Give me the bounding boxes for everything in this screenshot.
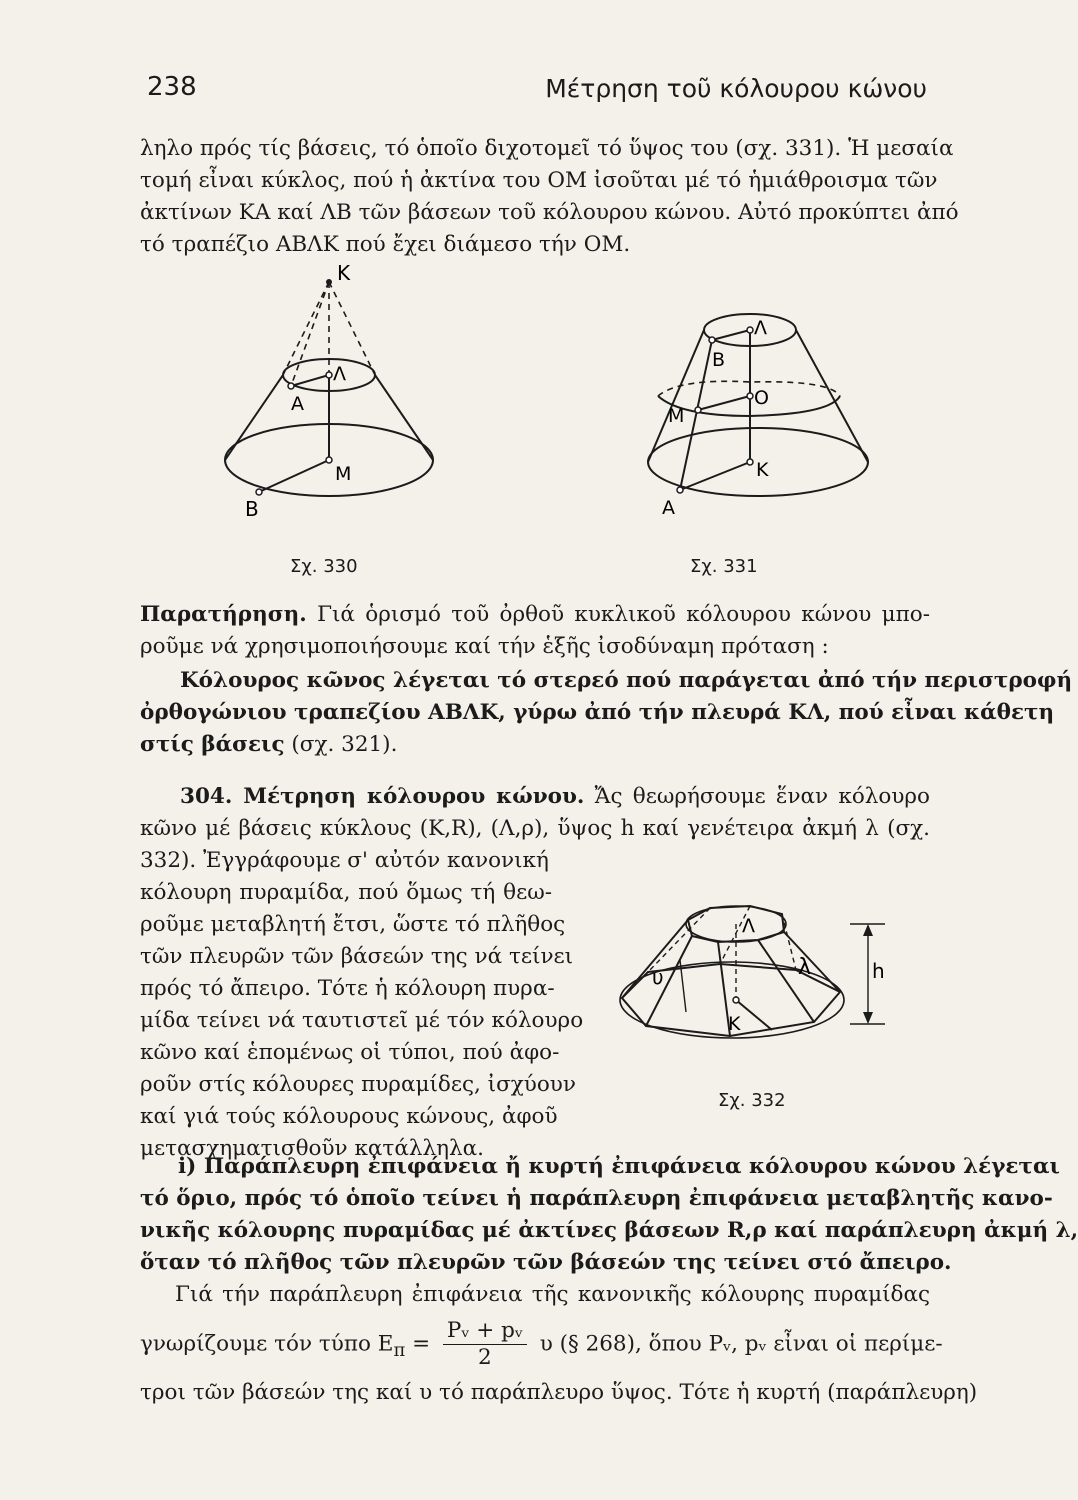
radius-kb	[259, 460, 329, 492]
label-h: h	[872, 959, 885, 983]
section-text-1: Ἄς θεωρήσουμε ἕναν κόλουρο	[584, 784, 930, 809]
remark-title: Παρατήρηση.	[140, 602, 307, 627]
remark-text-1: Γιά ὁρισμό τοῦ ὀρθοῦ κυκλικοῦ κόλουρου κώνου μπο-	[306, 602, 930, 627]
label-b: B	[712, 349, 726, 371]
remark-line-1	[140, 600, 930, 630]
segment-ab	[680, 340, 712, 490]
section-narrow-line-3: τῶν πλευρῶν τῶν βάσεών της νά τείνει	[140, 944, 574, 969]
section-narrow-line-6: κῶνο καί ἑπομένως οἱ τύποι, πού ἀφο-	[140, 1040, 560, 1065]
label-k: K	[337, 261, 351, 285]
definition-line-1: Κόλουρος κῶνος λέγεται τό στερεό πού παράγεται ἀπό τήν περιστροφή	[180, 668, 1073, 693]
label-k: K	[728, 1013, 741, 1035]
para1-line-2: τομή εἶναι κύκλος, πού ἡ ἀκτίνα του ΟΜ ἰσοῦται μέ τό ἡμιάθροισμα τῶν	[140, 168, 938, 193]
section-narrow-line-1: κόλουρη πυραμίδα, πού ὅμως τή θεω-	[140, 880, 552, 905]
caption-fig-330: Σχ. 330	[290, 556, 358, 577]
label-lambda: Λ	[333, 363, 346, 385]
apex-a-dashed	[291, 282, 329, 386]
section-line-3: 332). Ἐγγράφουμε σ' αὐτόν κανονική	[140, 848, 549, 873]
formula-eq: =	[405, 1331, 437, 1357]
segment-om	[698, 396, 750, 410]
definition-text-3: στίς βάσεις	[140, 732, 285, 757]
definition-ref: (σχ. 321).	[284, 732, 398, 757]
label-o: O	[754, 387, 769, 409]
section-line-2: κῶνο μέ βάσεις κύκλους (Κ,R), (Λ,ρ), ὕψος h καί γενέτειρα ἀκμή λ (σχ.	[140, 816, 930, 841]
right-generatrix	[375, 375, 433, 460]
label-lambda: Λ	[754, 317, 767, 339]
label-a: A	[291, 393, 304, 415]
label-m: M	[335, 463, 352, 485]
fraction-denominator: 2	[478, 1345, 492, 1370]
section-line-1	[180, 782, 930, 812]
remark-line-2: ροῦμε νά χρησιμοποιήσουμε καί τήν ἑξῆς ἰσοδύναμη πρόταση :	[140, 634, 829, 659]
running-title: Μέτρηση τοῦ κόλουρου κώνου	[545, 74, 927, 103]
label-lambda: Λ	[742, 915, 755, 937]
para1-line-1: ληλο πρός τίς βάσεις, τό ὁποῖο διχοτομεῖ τό ὕψος του (σχ. 331). Ἡ μεσαία	[140, 136, 954, 161]
page-number: 238	[147, 72, 197, 102]
section-narrow-line-4: πρός τό ἄπειρο. Τότε ἡ κόλουρη πυρα-	[140, 976, 555, 1001]
para1-line-3: ἀκτίνων ΚΑ καί ΛΒ τῶν βάσεων τοῦ κόλουρου κώνου. Αὐτό προκύπτει ἀπό	[140, 200, 959, 225]
caption-fig-331: Σχ. 331	[690, 556, 758, 577]
item-i-line-2: τό ὅριο, πρός τό ὁποῖο τείνει ἡ παράπλευρη ἐπιφάνεια μεταβλητῆς κανο-	[140, 1186, 1053, 1211]
left-generatrix	[225, 375, 283, 460]
final-formula-line	[140, 1318, 943, 1377]
para1-line-4: τό τραπέζιο ΑΒΛΚ πού ἔχει διάμεσο τήν ΟΜ.	[140, 232, 631, 257]
radius-la	[291, 375, 329, 386]
definition-line-2: ὀρθογώνιου τραπεζίου ΑΒΛΚ, γύρω ἀπό τήν πλευρά ΚΛ, πού εἶναι κάθετη	[140, 700, 1055, 725]
section-narrow-line-8: καί γιά τούς κόλουρους κώνους, ἀφοῦ	[140, 1104, 558, 1129]
formula-pre: γνωρίζουμε τόν τύπο Ε	[140, 1331, 394, 1357]
formula-fraction	[443, 1318, 527, 1371]
left-generatrix	[648, 330, 704, 462]
figure-331	[640, 300, 885, 525]
label-b: B	[245, 497, 259, 521]
section-narrow-line-9: μετασχηματισθοῦν κατάλληλα.	[140, 1136, 484, 1161]
segment-ka	[680, 462, 750, 490]
definition-line-3	[140, 730, 930, 760]
label-m: M	[668, 405, 685, 427]
label-k: K	[756, 459, 769, 481]
label-lambda-edge: λ	[798, 955, 812, 980]
segment-lb	[712, 330, 750, 340]
section-narrow-line-2: ροῦμε μεταβλητή ἔτσι, ὥστε τό πλῆθος	[140, 912, 566, 937]
label-a: A	[662, 497, 675, 519]
formula-sub: π	[393, 1339, 406, 1361]
item-i-line-1: i) Παράπλευρη ἐπιφάνεια ἤ κυρτή ἐπιφάνεια κόλουρου κώνου λέγεται	[178, 1154, 1060, 1179]
formula-post: υ (§ 268), ὅπου Pᵥ, pᵥ εἶναι οἱ περίμε-	[532, 1331, 943, 1357]
section-narrow-line-5: μίδα τείνει νά ταυτιστεῖ μέ τόν κόλουρο	[140, 1008, 584, 1033]
section-title: 304. Μέτρηση κόλουρου κώνου.	[180, 784, 585, 809]
item-i-line-4: ὅταν τό πλῆθος τῶν πλευρῶν τῶν βάσεών της τείνει στό ἄπειρο.	[140, 1250, 952, 1275]
final-line-3: τροι τῶν βάσεών της καί υ τό παράπλευρο ὕψος. Τότε ἡ κυρτή (παράπλευρη)	[140, 1380, 978, 1405]
right-generatrix	[796, 330, 868, 462]
figure-330	[215, 262, 445, 527]
section-narrow-line-7: ροῦν στίς κόλουρες πυραμίδες, ἰσχύουν	[140, 1072, 576, 1097]
fraction-numerator: Pᵥ + pᵥ	[443, 1318, 527, 1345]
item-i-line-3: νικῆς κόλουρης πυραμίδας μέ ἀκτίνες βάσεων R,ρ καί παράπλευρη ἀκμή λ,	[140, 1218, 1078, 1243]
label-u: υ	[652, 965, 664, 989]
caption-fig-332: Σχ. 332	[718, 1090, 786, 1111]
final-line-1: Γιά τήν παράπλευρη ἐπιφάνεια τῆς κανονικῆς κόλουρης πυραμίδας	[175, 1282, 930, 1307]
figure-332	[600, 900, 900, 1050]
